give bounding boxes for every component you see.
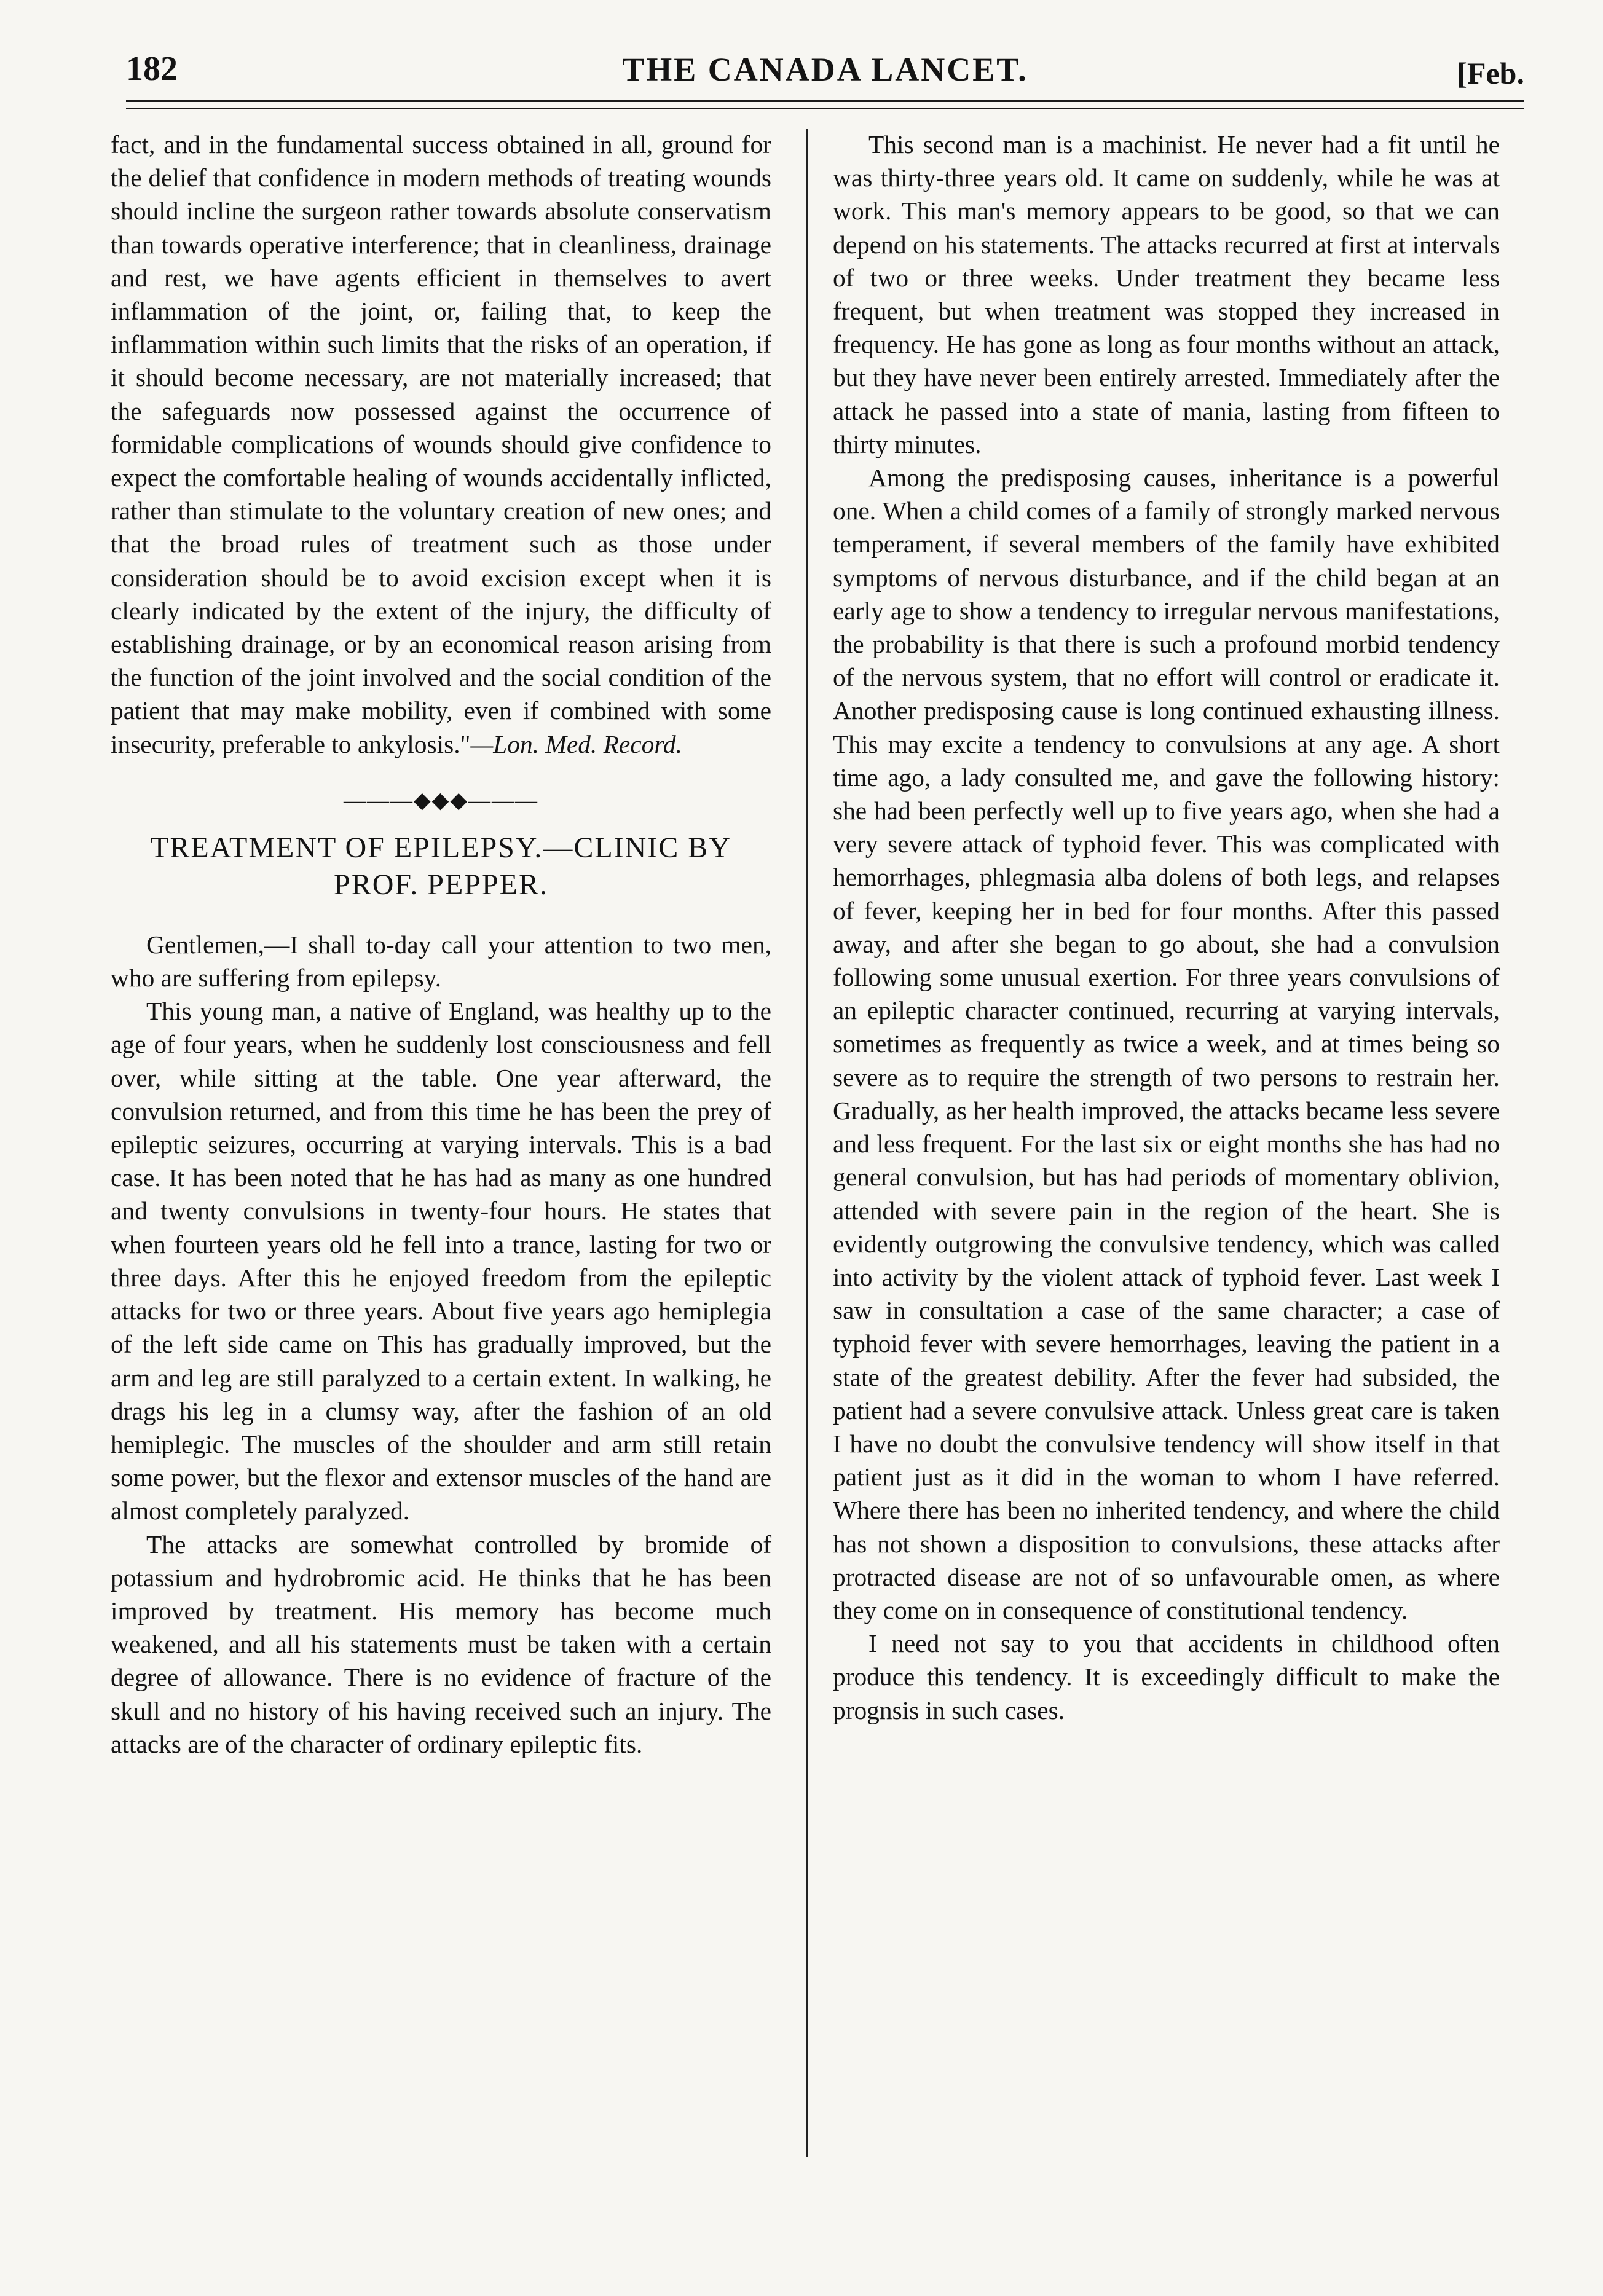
column-divider (806, 129, 808, 2157)
paragraph: Gentlemen,—I shall to-day call your attention to two men, who are suffering from epilepsy. (111, 930, 771, 993)
header-rule-thin (126, 108, 1524, 109)
right-column (833, 128, 1500, 1727)
paragraph-text: fact, and in the fundamental success obtained in all, ground for the delief that confidence in modern methods of treating wounds should incline the surgeon rather towards absolute conservatism than towards operative interference; that in cleanliness, drainage and rest, we have agents efficient in themselves to avert inflammation of the joint, or, failing that, to keep the inflammation within such limits that the risks of an operation, if it should become necessary, are not materially increased; that the safeguards now possessed against the occurrence of formidable complications of wounds should give confidence to expect the comfortable healing of wounds accidentally inflicted, rather than stimulate to the voluntary creation of new ones; and that the broad rules of treatment such as those under consideration should be to avoid excision except when it is clearly indicated by the extent of the injury, the difficulty of establishing drainage, or by an economical reason arising from the function of the joint involved and the social condition of the patient that may make mobility, even if combined with some insecurity, preferable to ankylosis." (111, 130, 771, 758)
article-heading-line-2: PROF. PEPPER. (334, 868, 548, 901)
issue-month: [Feb. (1457, 56, 1524, 90)
journal-title: THE CANADA LANCET. (622, 51, 1028, 88)
article-heading-line-1: TREATMENT OF EPILEPSY.—CLINIC BY (151, 831, 731, 864)
paragraph: This young man, a native of England, was healthy up to the age of four years, when he suddenly lost consciousness and fell over, while sitting at the table. One year afterward, the convulsion returned, and from this time he has been the prey of epileptic seizures, occurring at varying intervals. This is a bad case. It has been noted that he has had as many as one hundred and twenty convulsions in twenty-four hours. He states that when fourteen years old he fell into a trance, lasting for two or three days. After this he enjoyed freedom from the epileptic attacks for two or three years. About five years ago hemiplegia of the left side came on This has gradually improved, but the arm and leg are still paralyzed to a certain extent. In walking, he drags his leg in a clumsy way, after the fashion of an old hemiplegic. The muscles of the shoulder and arm still retain some power, but the flexor and extensor muscles of the hand are almost completely paralyzed. (111, 997, 771, 1525)
section-ornament: ———◆◆◆——— (343, 787, 539, 812)
paragraph: The attacks are somewhat controlled by bromide of potassium and hydrobromic acid. He thinks that he has been improved by treatment. His memory has become much weakened, and all his statements must be taken with a certain degree of allowance. There is no evidence of fracture of the skull and no history of his having received such an injury. The attacks are of the character of ordinary epileptic fits. (111, 1530, 771, 1758)
citation-source: —Lon. Med. Record. (470, 729, 682, 758)
article-heading (111, 830, 771, 903)
paragraph: This second man is a machinist. He never had a fit until he was thirty-three years old. It came on suddenly, while he was at work. This man's memory appears to be good, so that we can depend on his statements. The attacks recurred at first at intervals of two or three weeks. Under treatment they became less frequent, but when treatment was stopped they increased in frequency. He has gone as long as four months without an attack, but they have never been entirely arrested. Immediately after the attack he passed into a state of mania, lasting from fifteen to thirty minutes. (833, 130, 1500, 458)
header-rule-thick (126, 100, 1524, 102)
paragraph: Among the predisposing causes, inheritance is a powerful one. When a child comes of a family of strongly marked nervous temperament, if several members of the family have exhibited symptoms of nervous disturbance, and if the child began at an early age to show a tendency to irregular nervous manifestations, the probability is that there is such a profound morbid tendency of the nervous system, that no effort will control or eradicate it. Another predisposing cause is long continued exhausting illness. This may excite a tendency to convulsions at any age. A short time ago, a lady consulted me, and gave the following history: she had been perfectly well up to five years ago, when she had a very severe attack of typhoid fever. This was complicated with hemorrhages, phlegmasia alba dolens of both legs, and relapses of fever, keeping her in bed for four months. After this passed away, and after she began to go about, she had a convulsion following some unusual exertion. For three years convulsions of an epileptic character continued, recurring at varying intervals, sometimes as frequently as twice a week, and at times being so severe as to require the strength of two persons to restrain her. Gradually, as her health improved, the attacks became less severe and less frequent. For the last six or eight months she has had no general convulsion, but has had periods of momentary oblivion, attended with severe pain in the region of the heart. She is evidently outgrowing the convulsive tendency, which was called into activity by the violent attack of typhoid fever. Last week I saw in consultation a case of the same character; a case of typhoid fever with severe hemorrhages, leaving the patient in a state of the greatest debility. After the fever had subsided, the patient had a severe convulsive attack. Unless great care is taken I have no doubt the convulsive tendency will show itself in that patient just as it did in the woman to whom I have referred. Where there has been no inherited tendency, and where the child has not shown a disposition to convulsions, these attacks after protracted disease are not of so unfavourable omen, as where they come on in consequence of constitutional tendency. (833, 463, 1500, 1624)
paragraph-continued (111, 128, 771, 761)
page-number: 182 (126, 50, 178, 88)
paragraph: I need not say to you that accidents in childhood often produce this tendency. It is exceedingly difficult to make the prognsis in such cases. (833, 1629, 1500, 1724)
left-column (111, 128, 771, 1761)
